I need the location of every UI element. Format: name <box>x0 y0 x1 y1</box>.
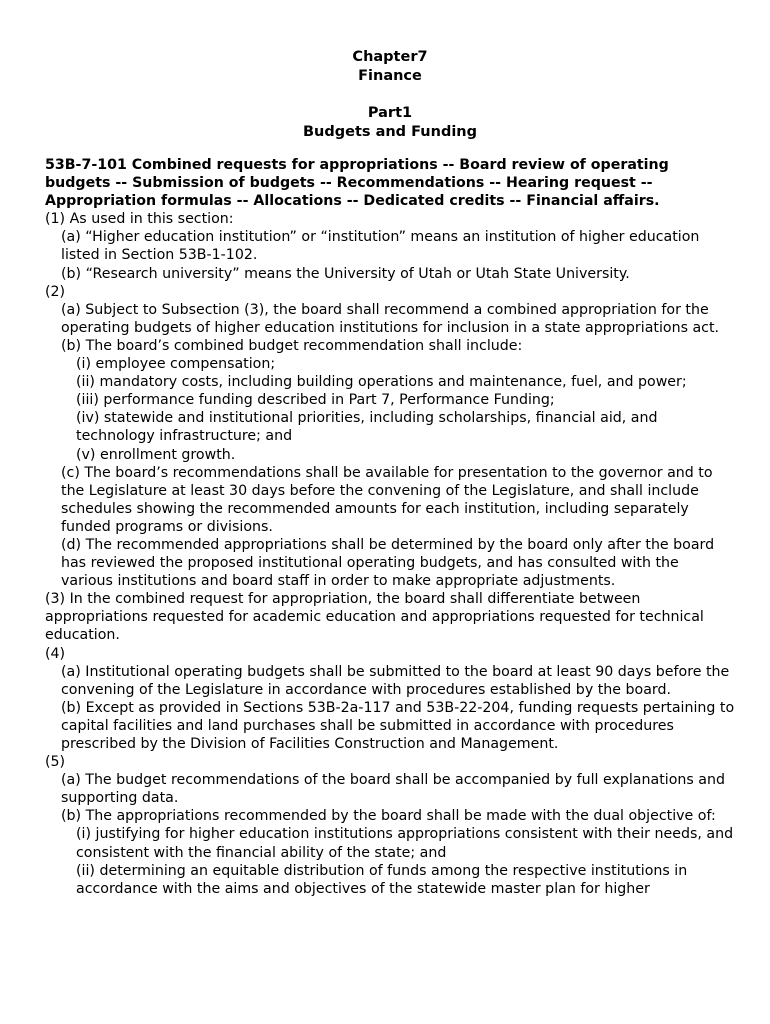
subsection-2-b-iii: (iii) performance funding described in Part 7, Performance Funding; <box>76 392 555 409</box>
subsection-4-b: (b) Except as provided in Sections 53B-2a-117 and 53B-22-204, funding requests pertaining to capital facilities and land purchases shall be submitted in accordance with procedures prescribed by the Division of Facilities Construction and Management. <box>61 699 735 752</box>
document-page <box>45 48 735 898</box>
subsection-2-b-ii: (ii) mandatory costs, including building operations and maintenance, fuel, and power; <box>76 374 687 391</box>
subsection-5-b-ii: (ii) determining an equitable distribution of funds among the respective institutions in accordance with the aims and objectives of the statewide master plan for higher <box>76 862 688 897</box>
part-number: Part1 <box>367 105 413 121</box>
subsection-2-c: (c) The board’s recommendations shall be available for presentation to the governor and to the Legislature at least 30 days before the convening of the Legislature, and shall include schedules showing the recommended amounts for each institution, including separately funded programs or divisions. <box>61 464 713 535</box>
section-body <box>45 210 735 898</box>
subsection-3: (3) In the combined request for appropriation, the board shall differentiate between appropriations requested for academic education and appropriations requested for technical education. <box>45 591 704 644</box>
chapter-number: Chapter7 <box>352 49 428 65</box>
subsection-2-b-v: (v) enrollment growth. <box>76 446 236 463</box>
subsection-5-b-i: (i) justifying for higher education institutions appropriations consistent with their needs, and consistent with the financial ability of the state; and <box>76 826 734 861</box>
subsection-2: (2) <box>45 283 66 300</box>
subsection-1-b: (b) “Research university” means the University of Utah or Utah State University. <box>61 265 630 282</box>
part-title: Budgets and Funding <box>303 124 477 140</box>
section-title: 53B-7-101 Combined requests for appropriations -- Board review of operating budgets -- Submission of budgets -- Recommendations -- Hearing request -- Appropriation formulas -- Allocations -- Dedicated credits -- Financial affairs. <box>45 157 669 210</box>
subsection-4: (4) <box>45 645 66 662</box>
subsection-2-d: (d) The recommended appropriations shall be determined by the board only after the board has reviewed the proposed institutional operating budgets, and has consulted with the various institutions and board staff in order to make appropriate adjustments. <box>61 536 715 590</box>
chapter-title: Finance <box>358 68 422 84</box>
subsection-2-b-i: (i) employee compensation; <box>76 356 276 373</box>
subsection-5-b: (b) The appropriations recommended by the board shall be made with the dual objective of: <box>61 808 716 825</box>
subsection-4-a: (a) Institutional operating budgets shall be submitted to the board at least 90 days before the convening of the Legislature in accordance with procedures established by the board. <box>61 663 730 698</box>
subsection-1: (1) As used in this section: <box>45 211 234 228</box>
subsection-2-a: (a) Subject to Subsection (3), the board shall recommend a combined appropriation for the operating budgets of higher education institutions for inclusion in a state appropriations act. <box>61 301 720 336</box>
subsection-2-b-iv: (iv) statewide and institutional priorities, including scholarships, financial aid, and technology infrastructure; and <box>76 410 658 445</box>
subsection-1-a: (a) “Higher education institution” or “institution” means an institution of higher education listed in Section 53B-1-102. <box>61 229 700 264</box>
subsection-2-b: (b) The board’s combined budget recommendation shall include: <box>61 337 523 354</box>
subsection-5-a: (a) The budget recommendations of the board shall be accompanied by full explanations and supporting data. <box>61 772 725 807</box>
subsection-5: (5) <box>45 754 66 771</box>
